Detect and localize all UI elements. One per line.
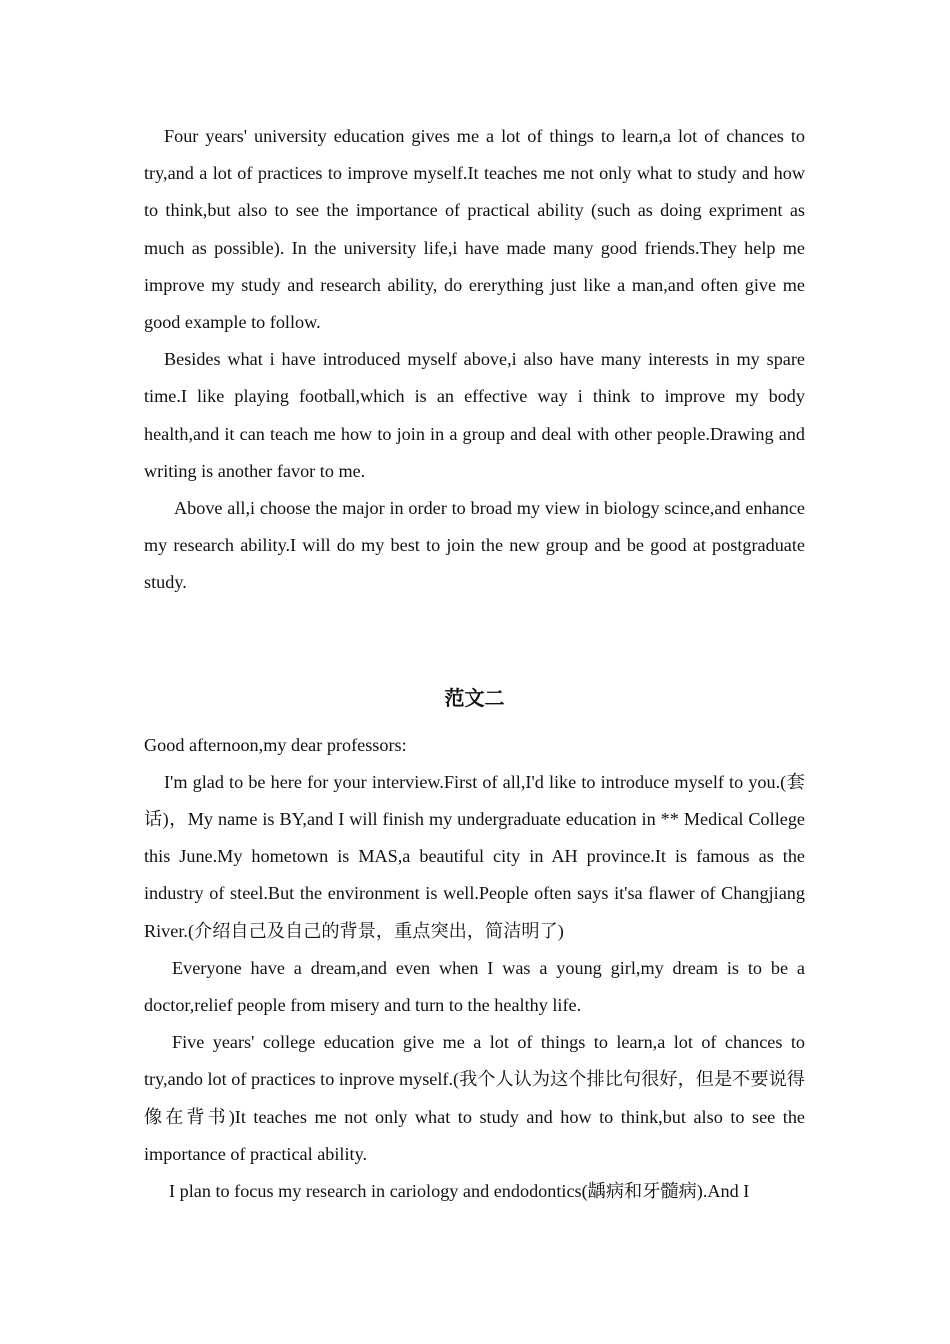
paragraph-university-education: Four years' university education gives me a lot of things to learn,a lot of chances to try,and a lot of practices to improve myself.It teaches me not only what to study and how to think,but also to see the importance of practical ability (such as doing expriment as much as possible). In the university life,i have made many good friends.They help me improve my study and research ability, do ererything just like a man,and often give me good example to follow. — [144, 126, 805, 333]
paragraph-research-plan: I plan to focus my research in cariology and endodontics(龋病和牙髓病).And I — [169, 1181, 750, 1202]
greeting-line: Good afternoon,my dear professors: — [144, 734, 407, 755]
paragraph-above-all: Above all,i choose the major in order to broad my view in biology scince,and enhance my research ability.I will do my best to join the new group and be good at postgraduate study. — [144, 498, 805, 593]
paragraph-introduction: I'm glad to be here for your interview.First of all,I'd like to introduce myself to you.(套话)，My name is BY,and I will finish my undergraduate education in ** Medical College this June.My hometown is MAS,a beautiful city in AH province.It is famous as the industry of steel.But the environment is well.People often says it'sa flawer of Changjiang River.(介绍自己及自己的背景，重点突出，简洁明了) — [144, 771, 805, 941]
heading-spacer — [144, 713, 805, 727]
paragraph-interests: Besides what i have introduced myself above,i also have many interests in my spare time.I like playing football,which is an effective way i think to improve my body health,and it can teach me how to join in a group and deal with other people.Drawing and writing is another favor to me. — [144, 349, 805, 481]
section-spacer — [144, 602, 805, 683]
document-page — [144, 118, 805, 1210]
section-heading: 范文二 — [444, 685, 505, 710]
paragraph-dream: Everyone have a dream,and even when I was a young girl,my dream is to be a doctor,relief people from misery and turn to the healthy life. — [144, 957, 805, 1016]
paragraph-college-education: Five years' college education give me a lot of things to learn,a lot of chances to try,ando lot of practices to inprove myself.(我个人认为这个排比句很好，但是不要说得像在背书)It teaches me not only what to study and how to think,but also to see the importance of practical ability. — [144, 1032, 805, 1164]
